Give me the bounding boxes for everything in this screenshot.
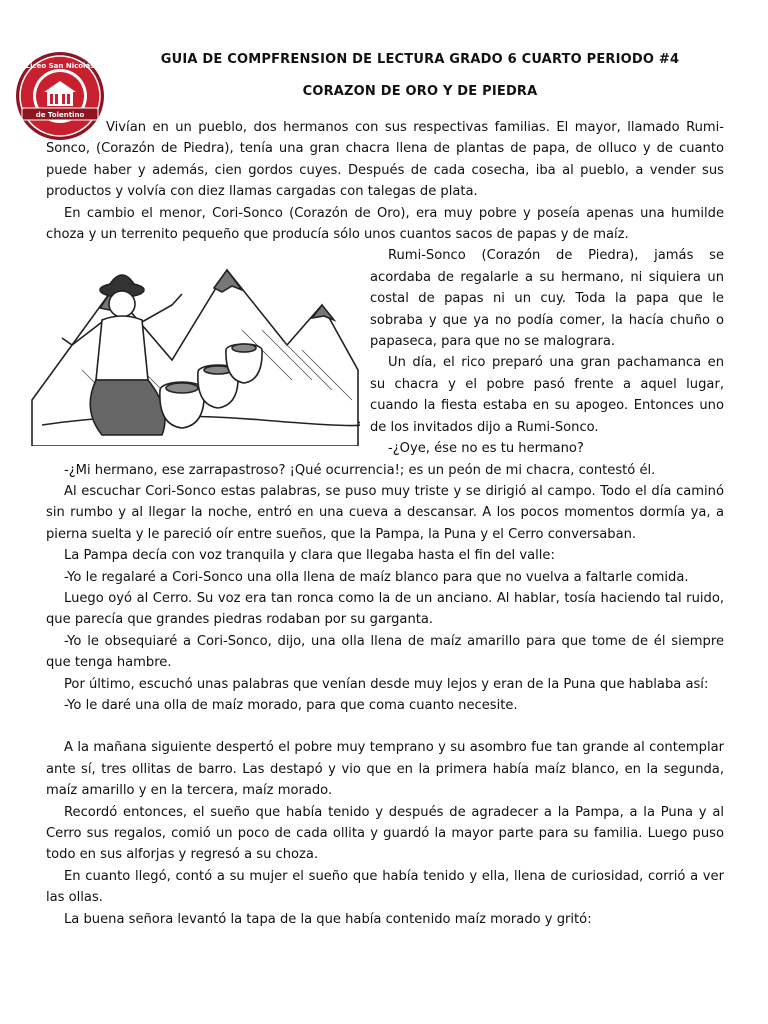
paragraph: En cuanto llegó, contó a su mujer el sueño que había tenido y ella, llena de curiosidad, corrió a ver las ollas.: [46, 868, 724, 906]
dialogue-line: -¿Oye, ése no es tu hermano?: [388, 441, 584, 457]
paragraph: Recordó entonces, el sueño que había tenido y después de agradecer a la Pampa, a la Puna y al Cerro sus regalos, comió un poco de cada ollita y guardó la mayor parte para su familia. Luego puso todo en sus alforjas y regresó a su choza.: [46, 804, 724, 863]
story-illustration: [22, 250, 360, 446]
dialogue-line: -Yo le regalaré a Cori-Sonco una olla llena de maíz blanco para que no vuelva a faltarle comida.: [64, 569, 689, 585]
dialogue-line: -Yo le daré una olla de maíz morado, para que coma cuanto necesite.: [64, 697, 518, 713]
paragraph: Vivían en un pueblo, dos hermanos con sus respectivas familias. El mayor, llamado Rumi-Sonco, (Corazón de Piedra), tenía una gran chacra llena de plantas de papa, de olluco y de cuanto puede haber y además, cien gordos cuyes. Después de cada cosecha, iba al pueblo, a vender sus productos y volvía con diez llamas cargadas con talegas de plata.: [46, 120, 724, 200]
paragraph: Rumi-Sonco (Corazón de Piedra), jamás se acordaba de regalarle a su hermano, ni siquiera un costal de papas ni un cuy. Toda la papa que le sobraba y que ya no podía comer, la hacía chuño o papaseca, para que no se malograra.: [370, 248, 724, 350]
dialogue-line: -¿Mi hermano, ese zarrapastroso? ¡Qué ocurrencia!; es un peón de mi chacra, contestó él.: [64, 462, 656, 478]
logo-banner-text: de Tolentino: [35, 111, 85, 119]
paragraph: La Pampa decía con voz tranquila y clara que llegaba hasta el fin del valle:: [64, 548, 555, 564]
paragraph: La buena señora levantó la tapa de la que había contenido maíz morado y gritó:: [64, 911, 592, 927]
paragraph: Un día, el rico preparó una gran pachamanca en su chacra y el pobre pasó frente a aquel lugar, cuando la fiesta estaba en su apogeo. Entonces uno de los invitados dijo a Rumi-Sonco.: [370, 355, 724, 435]
logo-ring-text: Liceo San Nicolás: [25, 62, 95, 70]
paragraph: A la mañana siguiente despertó el pobre muy temprano y su asombro fue tan grande al contemplar ante sí, tres ollitas de barro. Las destapó y vio que en la primera había maíz blanco, en la segunda, maíz amarillo y en la tercera, maíz morado.: [46, 740, 724, 799]
story-text: [46, 117, 724, 930]
guide-title: GUIA DE COMPFRENSION DE LECTURA GRADO 6 CUARTO PERIODO #4: [160, 52, 680, 67]
dialogue-line: -Yo le obsequiaré a Cori-Sonco, dijo, una olla llena de maíz amarillo para que tome de él siempre que tenga hambre.: [46, 633, 724, 671]
paragraph: Al escuchar Cori-Sonco estas palabras, se puso muy triste y se dirigió al campo. Todo el día caminó sin rumbo y al llegar la noche, entró en una cueva a descansar. A los pocos momentos dormía ya, a pierna suelta y le pareció oír entre sueños, que la Pampa, la Puna y el Cerro conversaban.: [46, 483, 724, 542]
paragraph: Por último, escuchó unas palabras que venían desde muy lejos y eran de la Puna que hablaba así:: [64, 676, 709, 692]
paragraph: En cambio el menor, Cori-Sonco (Corazón de Oro), era muy pobre y poseía apenas una humilde choza y un terrenito pequeño que producía sólo unos cuantos sacos de papas y de maíz.: [46, 205, 724, 243]
paragraph: Luego oyó al Cerro. Su voz era tan ronca como la de un anciano. Al hablar, tosía haciendo tal ruido, que parecía que grandes piedras rodaban por su garganta.: [46, 590, 724, 628]
story-title: CORAZON DE ORO Y DE PIEDRA: [302, 84, 538, 99]
